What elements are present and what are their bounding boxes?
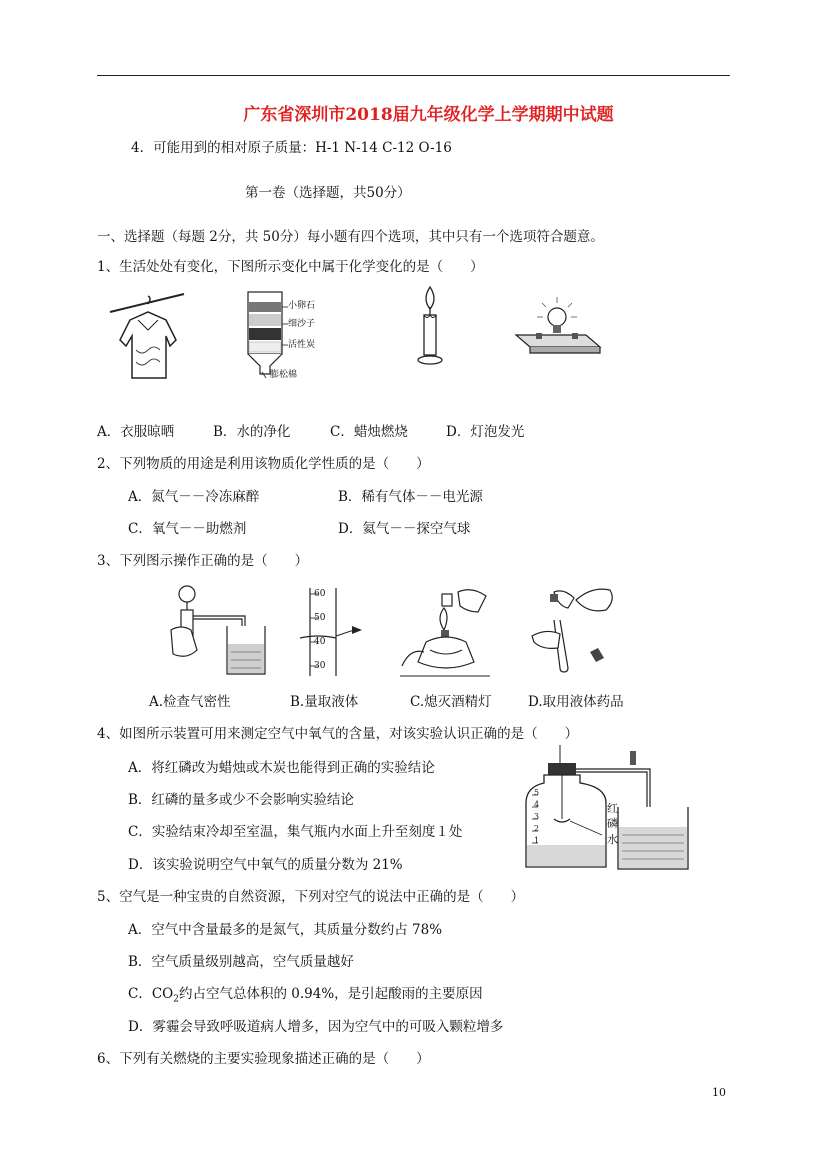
q2-stem: 2、下列物质的用途是利用该物质化学性质的是（ ） — [97, 456, 430, 472]
part-header: 一、选择题（每题 2分，共 50分）每小题有四个选项，其中只有一个选项符合题意。 — [97, 229, 604, 245]
q4-option-a: A．将红磷改为蜡烛或木炭也能得到正确的实验结论 — [128, 760, 435, 776]
q3-option-b: B.量取液体 — [290, 694, 359, 710]
label-pebble: 小卵石 — [288, 301, 316, 311]
q5-stem: 5、空气是一种宝贵的自然资源，下列对空气的说法中正确的是（ ） — [97, 889, 525, 905]
q4-label-phosphorus: 红磷 — [607, 802, 618, 830]
q3-tick-30: 30 — [314, 661, 326, 671]
q3-option-c: C.熄灭酒精灯 — [410, 694, 492, 710]
q3-fig-alcohol-lamp — [398, 582, 493, 682]
q1-fig-candle — [410, 285, 450, 370]
q1-option-d: D．灯泡发光 — [446, 424, 525, 440]
q5-option-c — [128, 985, 483, 1009]
q5-option-a: A．空气中含量最多的是氮气，其质量分数约占 78% — [128, 922, 443, 938]
q3-stem: 3、下列图示操作正确的是（ ） — [97, 553, 309, 569]
q3-fig-airtightness — [165, 582, 270, 682]
q4-tick-1: 1 — [534, 836, 540, 845]
q4-stem: 4、如图所示装置可用来测定空气中氧气的含量，对该实验认识正确的是（ ） — [97, 726, 579, 742]
q5-option-c-post: 约占空气总体积的 0.94%，是引起酸雨的主要原因 — [178, 986, 483, 1002]
q2-option-d: D．氦气－－探空气球 — [338, 521, 471, 537]
q5-option-c-pre: C．CO — [128, 986, 174, 1002]
q3-fig-liquid-transfer — [524, 580, 624, 680]
q1-option-b: B．水的净化 — [213, 424, 291, 440]
q4-option-b: B．红磷的量多或少不会影响实验结论 — [128, 792, 354, 808]
q5-option-c-sub: 2 — [173, 994, 179, 1005]
q2-option-a: A．氮气－－冷冻麻醉 — [128, 489, 260, 505]
q3-option-a: A.检查气密性 — [149, 694, 231, 710]
section-title: 第一卷（选择题，共50分） — [245, 185, 411, 201]
q4-label-water: 水 — [607, 833, 618, 846]
q1-stem: 1、生活处处有变化，下图所示变化中属于化学变化的是（ ） — [97, 259, 484, 275]
q4-tick-3: 3 — [534, 812, 540, 821]
header-rule — [97, 75, 730, 76]
page-number: 10 — [712, 1086, 726, 1099]
q3-fig-graduated-cylinder — [298, 586, 368, 678]
label-sand: 细沙子 — [288, 319, 316, 329]
q1-fig-lightbulb — [512, 295, 602, 360]
q2-option-c: C．氧气－－助燃剂 — [128, 521, 247, 537]
q5-option-b: B．空气质量级别越高，空气质量越好 — [128, 954, 354, 970]
q6-stem: 6、下列有关燃烧的主要实验现象描述正确的是（ ） — [97, 1051, 430, 1067]
q4-tick-5: 5 — [534, 788, 540, 797]
q3-tick-40: 40 — [314, 637, 326, 647]
q3-option-d: D.取用液体药品 — [528, 694, 624, 710]
atomic-mass-note: 4．可能用到的相对原子质量：H-1 N-14 C-12 O-16 — [131, 140, 452, 156]
label-cotton: 膨松棉 — [270, 370, 298, 380]
page-title: 广东省深圳市2018届九年级化学上学期期中试题 — [243, 105, 614, 125]
q3-tick-50: 50 — [314, 613, 326, 623]
q2-option-b: B．稀有气体－－电光源 — [338, 489, 483, 505]
q4-option-d: D．该实验说明空气中氧气的质量分数为 21% — [128, 857, 403, 873]
q4-option-c: C．实验结束冷却至室温，集气瓶内水面上升至刻度１处 — [128, 824, 463, 840]
q3-tick-60: 60 — [314, 589, 326, 599]
q4-tick-2: 2 — [534, 824, 540, 833]
q1-option-c: C．蜡烛燃烧 — [330, 424, 408, 440]
q5-option-d: D．雾霾会导致呼吸道病人增多，因为空气中的可吸入颗粒增多 — [128, 1019, 504, 1035]
label-carbon: 活性炭 — [288, 340, 316, 350]
q1-fig-clothes — [108, 290, 188, 385]
q1-option-a: A．衣服晾晒 — [97, 424, 175, 440]
q4-tick-4: 4 — [534, 800, 540, 809]
